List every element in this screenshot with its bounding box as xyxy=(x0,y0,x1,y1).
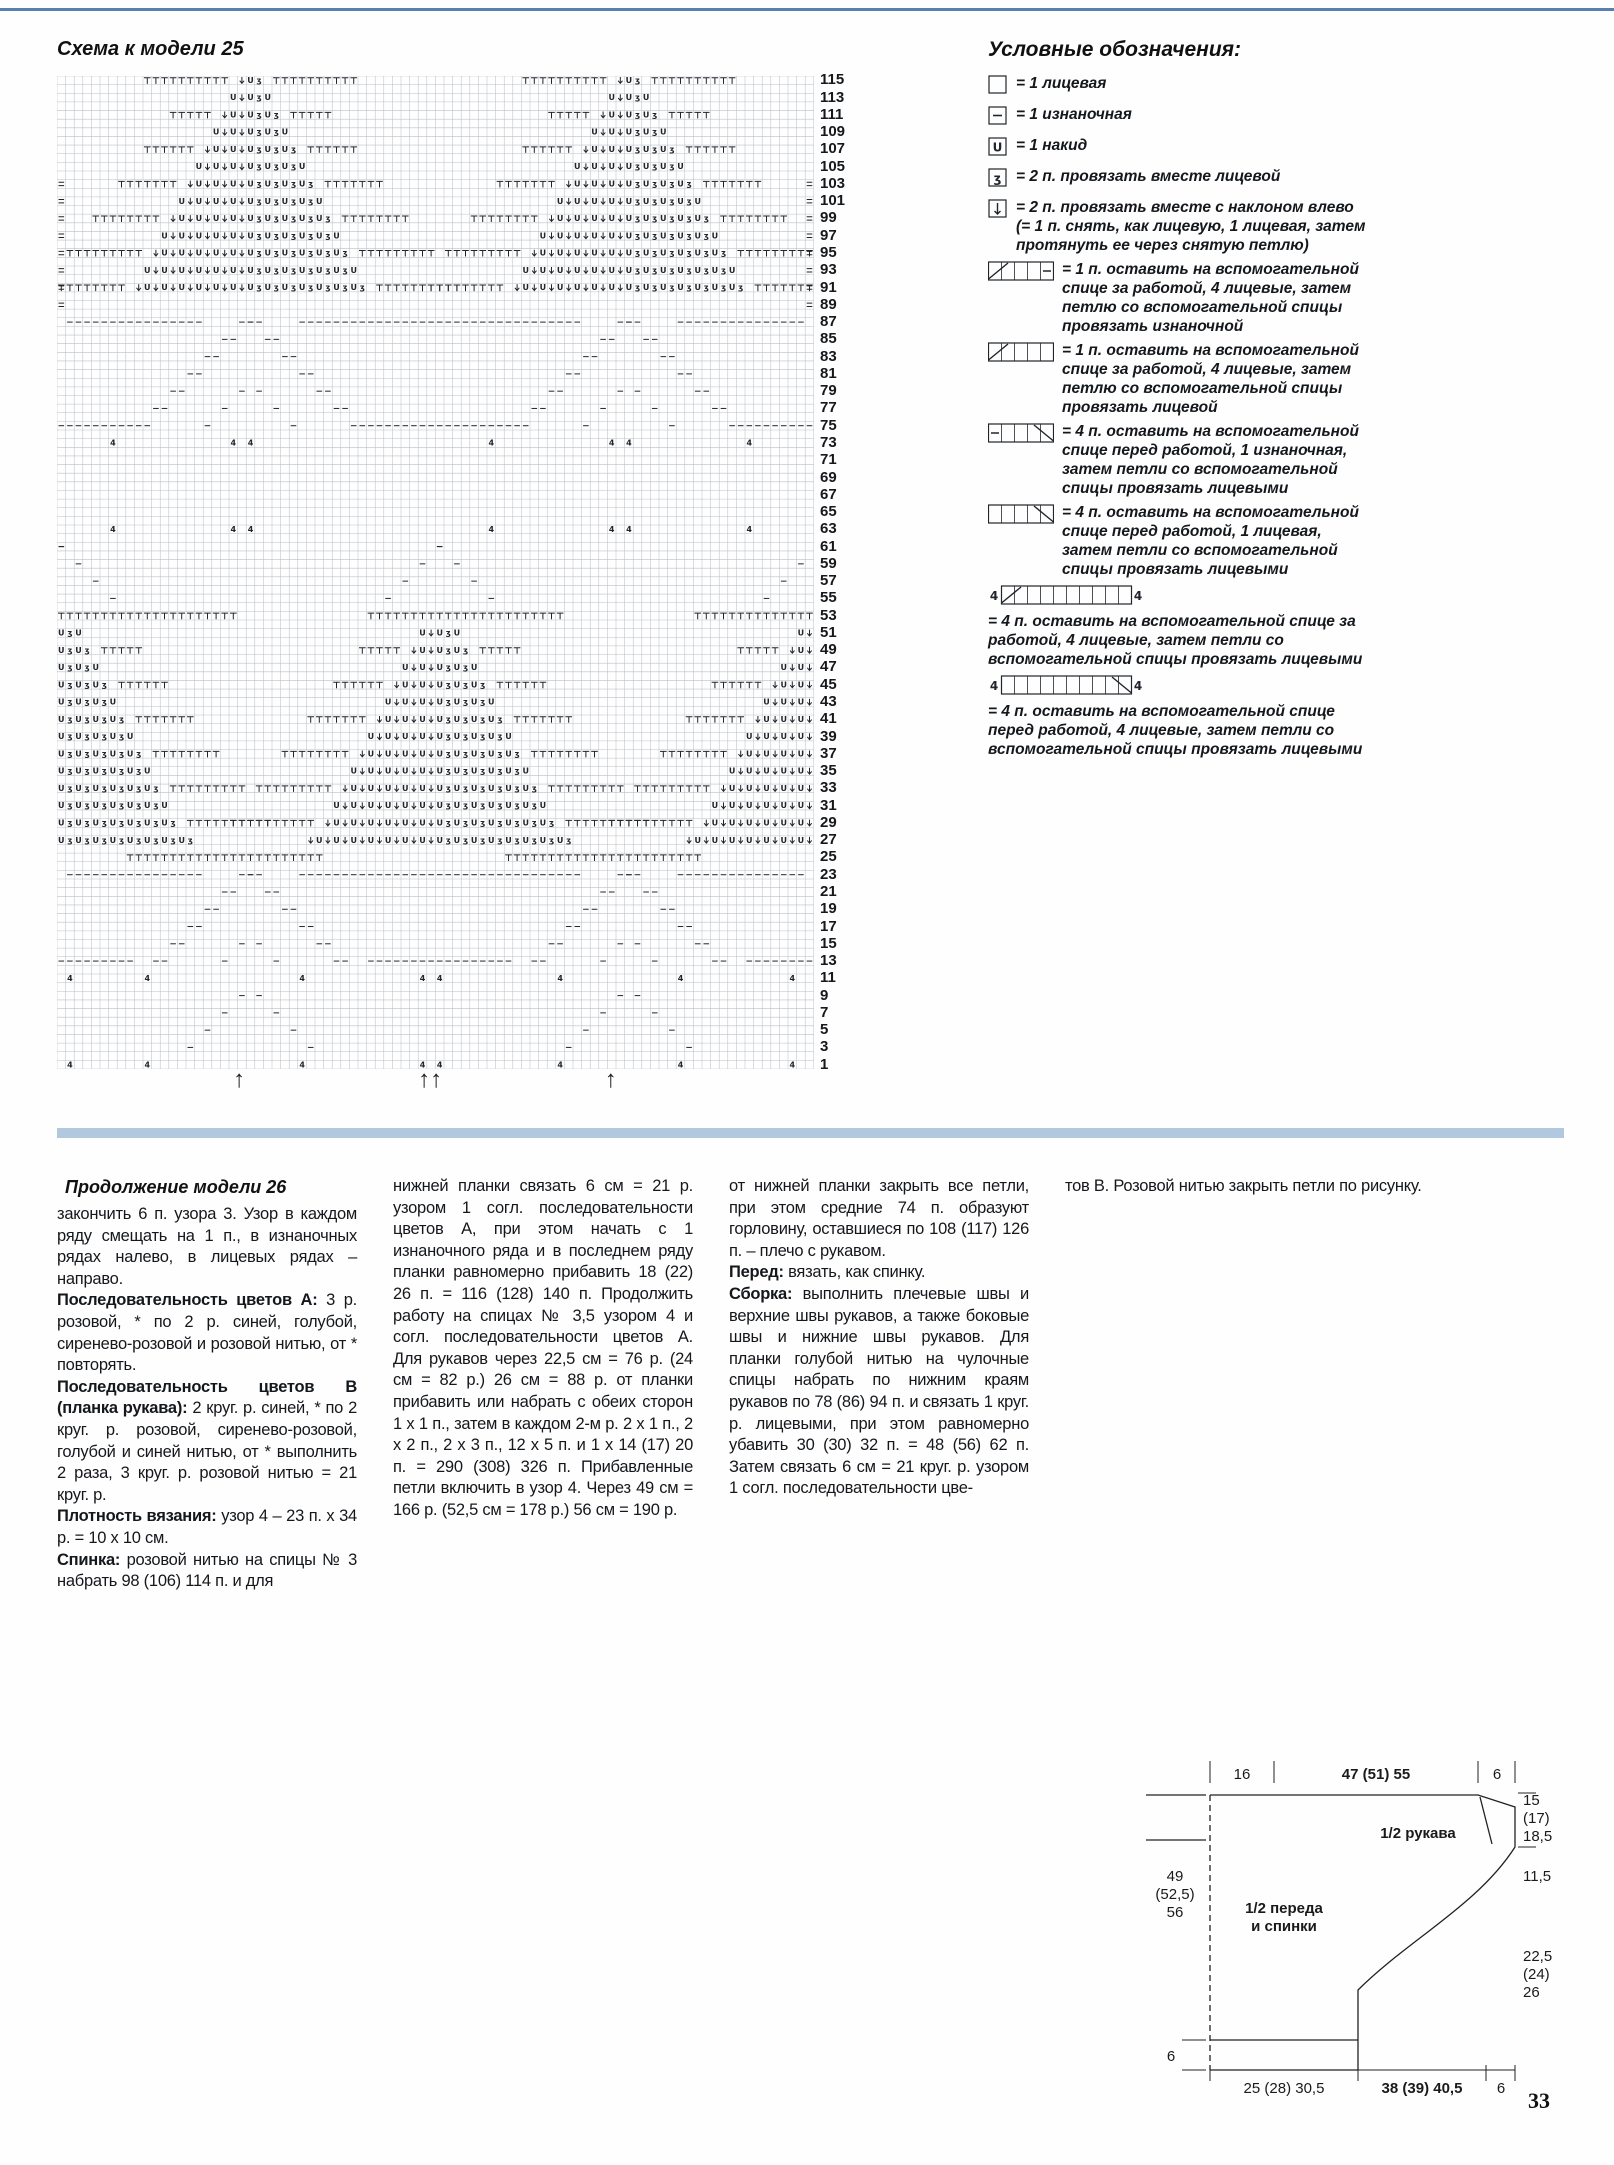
repeat-arrow-icon: ↑ xyxy=(233,1066,246,1093)
measure-cuff-1: 15 xyxy=(1523,1792,1540,1809)
svg-text:U: U xyxy=(992,140,1003,155)
chart-row-label: 81 xyxy=(820,364,837,382)
legend-item xyxy=(988,503,1370,579)
legend-item-text: = 1 лицевая xyxy=(1016,75,1107,92)
chart-row-label: 35 xyxy=(820,762,837,780)
chart-row-label: 93 xyxy=(820,261,837,279)
legend-item xyxy=(988,422,1370,498)
measure-side-3: 26 xyxy=(1523,1984,1540,2001)
legend-item xyxy=(988,105,1370,131)
chart-row-label: 67 xyxy=(820,485,837,503)
article xyxy=(57,1176,1567,1593)
legend-item-text: = 4 п. оставить на вспомогательной спице за работой, 4 лицевые, затем петли со вспомогательной спицы провязать лицевыми xyxy=(988,613,1363,668)
measure-top-neck: 16 xyxy=(1233,1766,1251,1783)
cable-4-front-icon xyxy=(988,674,1370,700)
paragraph-lead: Спинка: xyxy=(57,1550,121,1569)
chart-row-label: 61 xyxy=(820,537,837,555)
article-column xyxy=(1065,1176,1555,1593)
chart-row-label: 59 xyxy=(820,554,837,572)
legend-item-text: = 4 п. оставить на вспомогательной спице перед работой, 1 изнаночная, затем петли со вспомогательной спицы провязать лицевыми xyxy=(1062,423,1359,497)
paragraph-lead: Последовательность цветов A: xyxy=(57,1291,318,1310)
legend-item xyxy=(988,167,1370,193)
chart-row-label: 69 xyxy=(820,468,837,486)
schematic-measurements xyxy=(1155,1766,1552,2097)
svg-text:4: 4 xyxy=(989,679,999,693)
chart-title: Схема к модели 25 xyxy=(57,38,244,60)
legend-item-text: = 4 п. оставить на вспомогательной спице перед работой, 4 лицевые, затем петли со вспомогательной спицы провязать лицевыми xyxy=(988,703,1363,758)
article-paragraph: Последовательность цветов B (планка рукава): 2 круг. р. синей, * по 2 круг. р. розовой, сиренево-розовой, голубой и синей нитью, от * выполнить 2 раза, 3 круг. р. розовой нитью = 21 круг. р. xyxy=(57,1377,357,1504)
chart-row-label: 109 xyxy=(820,123,846,141)
repeat-arrow-icon: ↑ xyxy=(604,1066,617,1093)
chart-row-label: 3 xyxy=(820,1038,829,1056)
label-half-body-2: и спинки xyxy=(1251,1918,1317,1935)
ssk-icon xyxy=(988,198,1008,224)
top-rule xyxy=(0,8,1614,11)
article-paragraph: от нижней планки закрыть все петли, при этом средние 74 п. образуют горловину, оставшиеся по 108 (117) 126 п. – плечо с рукавом. xyxy=(729,1177,1029,1260)
chart-row-label: 91 xyxy=(820,278,837,296)
article-paragraph: Перед: вязать, как спинку. xyxy=(729,1263,926,1282)
legend-item xyxy=(988,136,1370,162)
svg-text:ʒ: ʒ xyxy=(993,171,1002,186)
label-half-body-1: 1/2 переда xyxy=(1245,1900,1323,1917)
article-column xyxy=(393,1176,693,1593)
chart-row-label: 87 xyxy=(820,313,837,331)
chart-row-label: 43 xyxy=(820,693,837,711)
chart-row-label: 105 xyxy=(820,157,846,175)
chart-row-label: 19 xyxy=(820,900,837,918)
measure-bottom-body: 25 (28) 30,5 xyxy=(1243,2080,1325,2097)
label-half-sleeve: 1/2 рукава xyxy=(1380,1825,1456,1842)
legend-items xyxy=(988,74,1370,759)
legend-panel xyxy=(988,38,1370,764)
chart-row-label: 75 xyxy=(820,416,837,434)
legend-item xyxy=(988,341,1370,417)
chart-row-label: 71 xyxy=(820,451,837,469)
legend-item xyxy=(988,74,1370,100)
chart-row-labels xyxy=(820,71,862,1073)
paragraph-lead: Плотность вязания: xyxy=(57,1507,217,1526)
k2tog-icon xyxy=(988,167,1008,193)
chart-row-label: 39 xyxy=(820,727,837,745)
purl-stitch-icon xyxy=(988,105,1008,131)
legend-item xyxy=(988,584,1370,669)
chart-row-label: 21 xyxy=(820,882,837,900)
chart-row-label: 89 xyxy=(820,295,837,313)
chart-row-label: 103 xyxy=(820,174,846,192)
chart-row-label: 7 xyxy=(820,1003,829,1021)
paragraph-lead: Сборка: xyxy=(729,1284,793,1303)
chart-row-label: 49 xyxy=(820,641,837,659)
article-paragraph: нижней планки связать 6 см = 21 р. узором 1 согл. последовательности цветов A, при этом начать с 1 изнаночного ряда и в последнем ряду планки равномерно прибавить 18 (22) 26 п. = 116 (128) 140 п. Продолжить работу на спицах № 3,5 узором 4 и согл. последовательности цветов A. Для рукавов через 22,5 см = 76 р. (24 см = 82 р.) 26 см = 88 р. от планки прибавить или набрать с обеих сторон 1 х 1 п., затем в каждом 2-м р. 2 х 1 п., 2 х 2 п., 2 х 3 п., 12 х 5 п. и 1 х 14 (17) 20 п. = 290 (308) 326 п. Прибавленные петли включить в узор 4. Через 49 см = 166 р. (52,5 см = 178 р.) 56 см = 190 р. xyxy=(393,1177,693,1519)
chart-row-label: 65 xyxy=(820,503,837,521)
cable-back-knit-icon xyxy=(988,341,1054,367)
chart-row-label: 41 xyxy=(820,710,837,728)
schematic-outline xyxy=(1146,1795,1515,2070)
chart-row-label: 37 xyxy=(820,744,837,762)
measure-length-3: 56 xyxy=(1166,1904,1184,1921)
garment-schematic xyxy=(1078,1735,1568,2105)
legend-item-text: = 1 изнаночная xyxy=(1016,106,1132,123)
paragraph-lead: Перед: xyxy=(729,1263,784,1282)
article-column xyxy=(729,1176,1029,1593)
chart-row-label: 13 xyxy=(820,952,837,970)
chart-row-label: 79 xyxy=(820,382,837,400)
chart-row-label: 17 xyxy=(820,917,837,935)
paragraph-lead: Последовательность цветов B (планка рукава): xyxy=(57,1377,357,1418)
measure-top-sleeve: 47 (51) 55 xyxy=(1341,1766,1411,1783)
chart-row-label: 95 xyxy=(820,244,837,261)
chart-row-label: 29 xyxy=(820,813,837,831)
article-column xyxy=(57,1176,357,1593)
chart-row-label: 25 xyxy=(820,848,837,866)
measure-side-2: (24) xyxy=(1523,1966,1550,1983)
chart-row-label: 107 xyxy=(820,140,846,158)
chart-row-label: 23 xyxy=(820,865,837,883)
chart-row-label: 27 xyxy=(820,831,837,849)
measure-side-1: 22,5 xyxy=(1523,1948,1553,1965)
chart-row-label: 15 xyxy=(820,934,837,952)
svg-text:4: 4 xyxy=(1133,589,1143,603)
cable-front-knit-icon xyxy=(988,503,1054,529)
measure-top-cuff: 6 xyxy=(1492,1766,1502,1783)
measure-length-1: 49 xyxy=(1166,1868,1184,1885)
measure-hem: 6 xyxy=(1166,2048,1176,2065)
measure-bottom-cuff: 6 xyxy=(1496,2080,1506,2097)
legend-item-text: = 2 п. провязать вместе лицевой xyxy=(1016,168,1281,185)
legend-item xyxy=(988,674,1370,759)
chart-row-label: 83 xyxy=(820,347,837,365)
article-paragraph: закончить 6 п. узора 3. Узор в каждом ряду смещать на 1 п., в изнаночных рядах налево, в лицевых рядах – направо. xyxy=(57,1205,357,1288)
chart-row-label: 51 xyxy=(820,623,837,641)
repeat-arrow-icon: ↑ xyxy=(430,1066,443,1093)
chart-row-label: 53 xyxy=(820,606,837,624)
svg-text:4: 4 xyxy=(1133,679,1143,693)
cable-4-back-icon xyxy=(988,584,1370,610)
article-paragraph: тов B. Розовой нитью закрыть петли по рисунку. xyxy=(1065,1177,1422,1195)
measure-bottom-sleeve: 38 (39) 40,5 xyxy=(1381,2080,1463,2097)
legend-item-text: = 1 накид xyxy=(1016,137,1088,154)
chart-row-label: 111 xyxy=(820,105,844,123)
knitting-chart xyxy=(57,76,814,1069)
svg-text:4: 4 xyxy=(989,589,999,603)
article-paragraph: Сборка: выполнить плечевые швы и верхние швы рукавов, а также боковые швы и нижние швы рукавов. Для планки голубой нитью на чулочные спицы набрать по нижним краям рукавов по 78 (86) 94 п. и связать 1 круг. р. лицевыми, при этом равномерно убавить 30 (30) 32 п. = 48 (56) 62 п. Затем связать 6 см = 21 круг. р. узором 1 согл. последовательности цве- xyxy=(729,1284,1029,1498)
chart-row-label: 11 xyxy=(820,969,836,987)
legend-item-text: = 1 п. оставить на вспомогательной спице за работой, 4 лицевые, затем петлю со вспомогательной спицы провязать лицевой xyxy=(1062,342,1359,416)
cuff-band-line xyxy=(1480,1797,1492,1844)
chart-row-label: 9 xyxy=(820,986,829,1004)
cable-front-purl-icon xyxy=(988,422,1054,448)
chart-row-label: 77 xyxy=(820,399,837,417)
chart-row-label: 85 xyxy=(820,330,837,348)
measure-length-2: (52,5) xyxy=(1155,1886,1195,1903)
chart-row-label: 99 xyxy=(820,209,837,227)
cable-back-purl-icon xyxy=(988,260,1054,286)
legend-item xyxy=(988,198,1370,255)
knit-stitch-icon xyxy=(988,74,1008,100)
chart-row-label: 113 xyxy=(820,88,845,106)
article-paragraph: Плотность вязания: узор 4 – 23 п. х 34 р. = 10 х 10 см. xyxy=(57,1507,357,1547)
chart-row-label: 31 xyxy=(820,796,837,814)
chart-row-label: 33 xyxy=(820,779,837,797)
pattern-repeat-arrows xyxy=(57,1066,817,1098)
legend-item-text: = 1 п. оставить на вспомогательной спице за работой, 4 лицевые, затем петлю со вспомогательной спицы провязать изнаночной xyxy=(1062,261,1359,335)
article-title: Продолжение модели 26 xyxy=(65,1177,287,1197)
page-number: 33 xyxy=(1528,2088,1550,2113)
legend-item-text: = 4 п. оставить на вспомогательной спице перед работой, 1 лицевая, затем петли со вспомогательной спицы провязать лицевыми xyxy=(1062,504,1359,578)
chart-row-label: 97 xyxy=(820,226,837,244)
chart-row-label: 47 xyxy=(820,658,837,676)
chart-row-label: 57 xyxy=(820,572,837,590)
chart-row-label: 55 xyxy=(820,589,837,607)
chart-row-label: 101 xyxy=(820,192,846,210)
chart-row-label: 1 xyxy=(820,1055,829,1073)
measure-cuff-2: (17) xyxy=(1523,1810,1550,1827)
chart-row-label: 115 xyxy=(820,71,845,89)
legend-title: Условные обозначения: xyxy=(988,38,1242,61)
legend-item-text: = 2 п. провязать вместе с наклоном влево (= 1 п. снять, как лицевую, 1 лицевая, затем протянуть ее через снятую петлю) xyxy=(1016,199,1366,254)
article-paragraph: Последовательность цветов A: 3 р. розовой, * по 2 р. синей, голубой, сиренево-розовой и розовой нитью, от * повторять. xyxy=(57,1291,357,1375)
legend-item xyxy=(988,260,1370,336)
repeat-arrow-icon: ↑ xyxy=(418,1066,431,1093)
chart-row-label: 5 xyxy=(820,1021,829,1039)
measure-upper-sleeve: 11,5 xyxy=(1523,1868,1552,1885)
chart-row-label: 45 xyxy=(820,675,837,693)
section-divider xyxy=(57,1128,1564,1138)
chart-row-label: 73 xyxy=(820,433,837,451)
article-paragraph: Спинка: розовой нитью на спицы № 3 набрать 98 (106) 114 п. и для xyxy=(57,1550,357,1591)
yarn-over-icon xyxy=(988,136,1008,162)
chart-row-label: 63 xyxy=(820,520,837,538)
measure-cuff-3: 18,5 xyxy=(1523,1828,1553,1845)
